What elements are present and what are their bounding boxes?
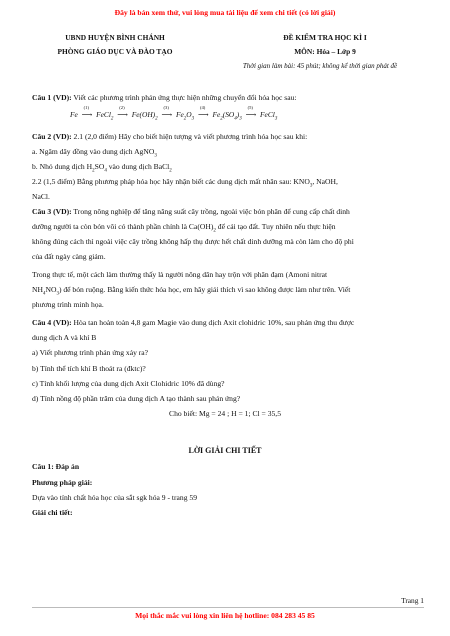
- question-1: [32, 93, 420, 103]
- preview-banner: Đây là bản xem thử, vui lòng mua tài liệu để xem chi tiết (có lời giải): [114, 8, 336, 17]
- question-1-label: Câu 1 (VD):: [32, 93, 72, 102]
- chain-fecl2: FeCl$_2$: [96, 110, 114, 122]
- chain-feoh2: $Fe(OH)_2$: [131, 110, 158, 122]
- question-4-line2: dung dịch A và khí B: [32, 333, 97, 342]
- solution-q1-label: Câu 1: Đáp án: [32, 462, 80, 471]
- question-3-line3: không đúng cách thì ngoài việc cây trồng không hấp thụ được hết chất dinh dưỡng mà còn làm cho độ phì: [32, 237, 354, 246]
- question-2b: b. Nhỏ dung dịch $H_2SO_4$ vào dung dịch BaCl$_2$: [32, 162, 172, 174]
- chain-fe2o3: $Fe_2O_3$: [175, 110, 195, 122]
- question-2-2-cont: NaCl.: [32, 192, 50, 201]
- question-1-text: Viết các phương trình phản ứng thực hiện những chuyển đổi hóa học sau:: [71, 93, 297, 102]
- method-label: Phương pháp giải:: [32, 478, 93, 487]
- header-right-line2: MÔN: Hóa – Lớp 9: [294, 47, 356, 56]
- question-4-label: Câu 4 (VD):: [32, 318, 72, 327]
- page-number: Trang 1: [401, 596, 424, 605]
- question-2a: a. Ngâm dây đồng vào dung dịch AgNO$_3$: [32, 147, 157, 159]
- time-note: Thời gian làm bài: 45 phút; không kể thời gian phát đề: [242, 62, 398, 70]
- question-4d: d) Tính nồng độ phần trăm của dung dịch A tạo thành sau phản ứng?: [32, 394, 241, 403]
- question-3-label: Câu 3 (VD):: [32, 207, 72, 216]
- footer-divider: [32, 607, 424, 608]
- question-2-text: 2.1 (2,0 điểm) Hãy cho biết hiện tượng và viết phương trình hóa học sau khi:: [71, 132, 308, 141]
- question-4: Câu 4 (VD): Hòa tan hoàn toàn 4,8 gam Magie vào dung dịch Axit clohidric 10%, sau phản ứng thu được: [32, 318, 355, 327]
- question-2-2: 2.2 (1,5 điểm) Bằng phương pháp hóa học hãy nhận biết các dung dịch mất nhãn sau: $KNO_3$, NaOH,: [32, 177, 338, 189]
- given-constants: Cho biết: Mg = 24 ; H = 1; Cl = 35,5: [169, 409, 281, 418]
- chain-fe: Fe: [70, 110, 78, 119]
- detail-label: Giải chi tiết:: [32, 508, 73, 517]
- question-2-label: Câu 2 (VD):: [32, 132, 72, 141]
- arrow-3-icon: ⟶ (3): [161, 105, 173, 119]
- question-4c: c) Tính khối lượng của dung dịch Axit Clohidric 10% đã dùng?: [32, 379, 225, 388]
- chain-fe2so43: $Fe_2(SO_4)_3$: [212, 110, 242, 122]
- method-text: Dựa vào tính chất hóa học của sắt sgk hóa 9 - trang 59: [32, 493, 198, 502]
- chain-fecl3: FeCl$_3$: [260, 110, 278, 122]
- question-3-line5: Trong thực tế, một cách làm thường thấy là người nông dân hay trộn với phân đạm (Amoni nitrat: [32, 270, 328, 279]
- question-3: Câu 3 (VD): Trong nông nghiệp để tăng năng suất cây trồng, ngoài việc bón phân để cung cấp chất dinh: [32, 207, 350, 216]
- arrow-5-icon: ⟶ (5): [245, 105, 257, 119]
- question-4b: b) Tính thể tích khí B thoát ra (đktc)?: [32, 364, 146, 373]
- question-3-line2: dưỡng người ta còn bón vôi có thành phần chính là $Ca(OH)_2$ để cải tạo đất. Tuy nhiên nếu thực hiện: [32, 222, 336, 234]
- reaction-chain: [70, 105, 390, 122]
- question-3-line4: của đất ngày càng giảm.: [32, 252, 106, 261]
- question-2: [32, 132, 420, 142]
- header-right-line1: ĐỀ KIỂM TRA HỌC KÌ I: [283, 33, 367, 42]
- header-left-line1: UBND HUYỆN BÌNH CHÁNH: [65, 33, 165, 42]
- solution-title: LỜI GIẢI CHI TIẾT: [188, 446, 262, 455]
- arrow-1-icon: ⟶ (1): [81, 105, 93, 119]
- question-4a: a) Viết phương trình phản ứng xảy ra?: [32, 348, 149, 357]
- question-3-line7: phương trình minh họa.: [32, 300, 104, 309]
- arrow-4-icon: ⟶ (4): [197, 105, 209, 119]
- hotline-banner: Mọi thắc mắc vui lòng xin liên hệ hotline: 084 283 45 85: [135, 611, 315, 620]
- header-left-line2: PHÒNG GIÁO DỤC VÀ ĐÀO TẠO: [57, 47, 173, 56]
- arrow-2-icon: ⟶ (2): [117, 105, 128, 119]
- question-3-line6: $NH_4NO_3$) để bón ruộng. Bằng kiến thức hóa học, em hãy giải thích vì sao không được làm như trên. Viết: [32, 285, 351, 297]
